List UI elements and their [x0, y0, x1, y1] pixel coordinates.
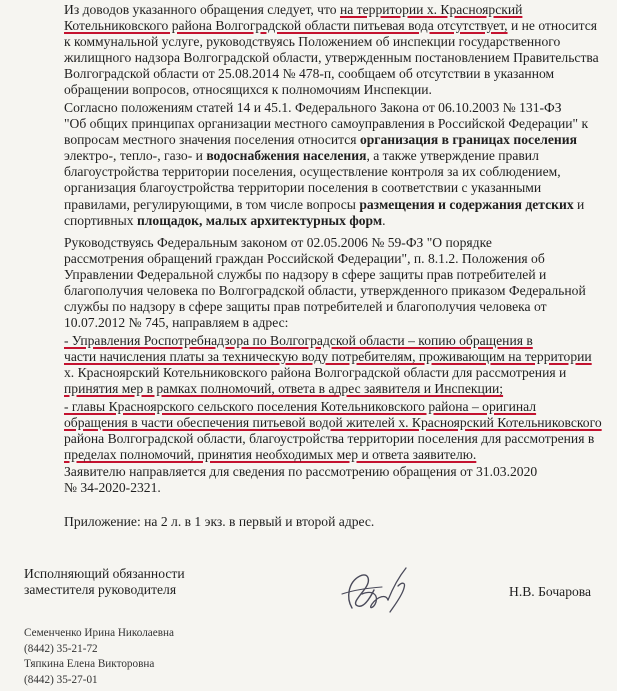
paragraph-6: [24, 464, 609, 496]
text-line: организация благоустройства территории поселения в соответствии с указанными: [64, 180, 542, 196]
bold-text: площадок, малых архитектурных форм: [136, 212, 383, 228]
paragraph-2: [24, 100, 609, 229]
position-line: Исполняющий обязанности: [24, 566, 185, 581]
text: Из доводов указанного обращения следует, что: [64, 2, 340, 17]
paragraph-1: [24, 2, 609, 99]
text-line: № 34-2020-2321.: [64, 480, 161, 496]
text-line: обращении вопросов, относящихся к полномочиям Инспекции.: [64, 82, 432, 98]
text-line: Приложение: на 2 л. в 1 экз. в первый и второй адрес.: [64, 514, 375, 529]
text-line: Заявителю направляется для сведения по рассмотрению обращения от 31.03.2020: [64, 464, 538, 479]
bold-text: размещения и содержания детских: [359, 196, 574, 212]
text: и: [573, 196, 585, 212]
text-line: рассмотрения обращений граждан Российской Федерации", п. 8.1.2. Положения об: [64, 251, 545, 267]
text: .: [382, 212, 386, 228]
signatory-position: [24, 566, 185, 598]
executor-name: Семенченко Ирина Николаевна: [24, 627, 174, 639]
text-line: Волгоградской области от 25.08.2014 № 478-п, сообщаем об отсутствии в указанном: [64, 66, 555, 82]
text-line: района Волгоградской области, благоустройства территории поселения для рассмотрения в: [64, 431, 595, 447]
executors-block: [24, 626, 174, 688]
text: , а также утверждение правил: [366, 148, 539, 164]
text-line: Управлении Федеральной службы по надзору в сфере защиты прав потребителей и: [64, 267, 547, 283]
text-line: "Об общих принципах организации местного самоуправления в Российской Федерации" к: [64, 116, 589, 132]
text-line: х. Красноярский Котельниковского района Волгоградской области для рассмотрения и: [64, 365, 567, 381]
executor-phone: (8442) 35-27-01: [24, 673, 98, 686]
underlined-text: на территории х. Красноярский: [339, 2, 523, 17]
underlined-text: - главы Красноярского сельского поселения Котельниковского района – оригинал: [64, 399, 537, 414]
bold-text: организация в границах поселения: [359, 132, 577, 148]
text-line: благополучия человека по Волгоградской области, утвержденного приказом Федеральной: [64, 283, 586, 299]
paragraph-5: [24, 399, 609, 463]
paragraph-4: [24, 333, 609, 397]
underlined-text: обращения в части обеспечения питьевой водой жителей х. Красноярский Котельниковского: [64, 415, 602, 431]
executor-name: Тяпкина Елена Викторовна: [24, 658, 155, 670]
text: спортивных: [64, 212, 137, 228]
bold-text: водоснабжения населения: [206, 148, 367, 164]
underlined-text: части начисления платы за техническую воду потребителям, проживающим на территории: [64, 349, 592, 365]
text: правилами, регулирующими, в том числе вопросы: [64, 196, 360, 212]
text: и не относится: [507, 18, 597, 34]
position-line: заместителя руководителя: [24, 582, 177, 597]
underlined-text: - Управления Роспотребнадзора по Волгоградской области – копию обращения в: [64, 333, 533, 348]
handwritten-signature: [332, 560, 430, 620]
text: вопросам местного значения поселения относится: [64, 132, 360, 148]
signatory-name: Н.В. Бочарова: [509, 584, 592, 599]
text-line: жилищного надзора Волгоградской области, утвержденным постановлением Правительства: [64, 50, 599, 66]
text-line: к коммунальной услуге, руководствуясь Положением об инспекции государственного: [64, 34, 561, 50]
underlined-text: принятия мер в рамках полномочий, ответа в адрес заявителя и Инспекции;: [64, 381, 504, 397]
text: электро-, тепло-, газо- и: [64, 148, 207, 164]
text-line: службы по надзору в сфере защиты прав потребителей и благополучия человека от: [64, 299, 547, 315]
executor-phone: (8442) 35-21-72: [24, 642, 98, 655]
attachment-line: [24, 514, 609, 530]
underlined-text: Котельниковского района Волгоградской области питьевая вода отсутствует,: [64, 18, 508, 34]
underlined-text: пределах полномочий, принятия необходимых мер и ответа заявителю.: [64, 447, 477, 463]
text-line: благоустройства территории поселения, осуществление контроля за их соблюдением,: [64, 164, 561, 180]
text-line: Согласно положениям статей 14 и 45.1. Федерального Закона от 06.10.2003 № 131-ФЗ: [64, 100, 562, 115]
text-line: 10.07.2012 № 745, направляем в адрес:: [64, 315, 289, 331]
paragraph-3: [24, 235, 609, 332]
text-line: Руководствуясь Федеральным законом от 02.05.2006 № 59-ФЗ "О порядке: [64, 235, 492, 250]
